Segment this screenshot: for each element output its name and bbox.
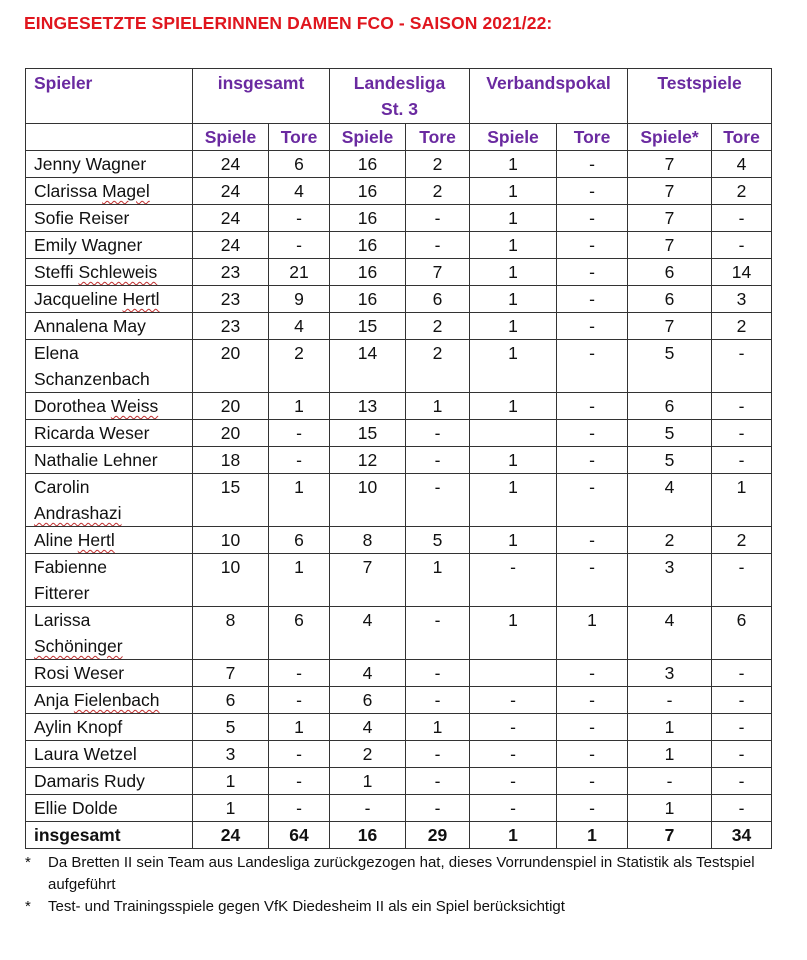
table-row — [26, 768, 772, 795]
stat-cell: 14 — [712, 259, 772, 286]
stat-cell: 5 — [406, 527, 470, 554]
stat-cell: 6 — [269, 527, 330, 554]
stat-cell: 16 — [330, 151, 406, 178]
stat-cell: - — [557, 205, 628, 232]
stat-cell: 24 — [193, 232, 269, 259]
stat-cell: - — [470, 795, 557, 822]
stat-cell: - — [406, 795, 470, 822]
stat-cell: - — [712, 393, 772, 420]
stat-cell: - — [557, 178, 628, 205]
header-row-groups — [26, 69, 772, 124]
header-empty — [26, 124, 193, 151]
stat-cell: 6 — [330, 687, 406, 714]
stat-cell: 1 — [269, 714, 330, 741]
stat-cell: 7 — [406, 259, 470, 286]
stat-cell: - — [406, 474, 470, 527]
stat-cell: 1 — [628, 741, 712, 768]
player-name: Aline Hertl — [26, 527, 193, 554]
stat-cell: 2 — [330, 741, 406, 768]
stat-cell: 1 — [470, 527, 557, 554]
stat-cell: 4 — [712, 151, 772, 178]
table-row — [26, 554, 772, 607]
table-row — [26, 607, 772, 660]
stat-cell: - — [269, 660, 330, 687]
footnotes — [25, 852, 785, 918]
player-name: Elena Schanzenbach — [26, 340, 193, 393]
stat-cell: 5 — [628, 340, 712, 393]
player-name: Dorothea Weiss — [26, 393, 193, 420]
player-name: Damaris Rudy — [26, 768, 193, 795]
stat-cell: 1 — [269, 474, 330, 527]
table-row — [26, 313, 772, 340]
stat-cell: 10 — [193, 554, 269, 607]
stat-cell: 3 — [193, 741, 269, 768]
table-row — [26, 151, 772, 178]
stat-cell: 8 — [330, 527, 406, 554]
total-cell: 16 — [330, 822, 406, 849]
stat-cell: - — [557, 768, 628, 795]
stat-cell: 1 — [557, 607, 628, 660]
player-name: Emily Wagner — [26, 232, 193, 259]
stat-cell: - — [557, 259, 628, 286]
total-label: insgesamt — [26, 822, 193, 849]
total-row — [26, 822, 772, 849]
stat-cell: 14 — [330, 340, 406, 393]
stat-cell: 16 — [330, 178, 406, 205]
header-player: Spieler — [26, 69, 193, 124]
player-name: Annalena May — [26, 313, 193, 340]
stat-cell: 7 — [330, 554, 406, 607]
header-group: Landesliga St. 3 — [330, 69, 470, 124]
stat-cell: 4 — [269, 178, 330, 205]
stat-cell: 4 — [330, 607, 406, 660]
player-name: Ricarda Weser — [26, 420, 193, 447]
stat-cell: 4 — [628, 607, 712, 660]
stat-cell: 10 — [330, 474, 406, 527]
stat-cell: 1 — [406, 393, 470, 420]
header-subcolumn: Tore — [557, 124, 628, 151]
stat-cell: 2 — [628, 527, 712, 554]
stat-cell: 1 — [193, 768, 269, 795]
player-name: Rosi Weser — [26, 660, 193, 687]
stat-cell: 9 — [269, 286, 330, 313]
header-subcolumn: Spiele — [470, 124, 557, 151]
stat-cell: 3 — [628, 660, 712, 687]
stat-cell: - — [712, 420, 772, 447]
stat-cell: 7 — [628, 178, 712, 205]
stat-cell: 15 — [193, 474, 269, 527]
player-name: Aylin Knopf — [26, 714, 193, 741]
total-cell: 1 — [557, 822, 628, 849]
stat-cell: - — [712, 447, 772, 474]
stat-cell: 1 — [269, 554, 330, 607]
table-row — [26, 286, 772, 313]
stat-cell: - — [557, 687, 628, 714]
stat-cell: 3 — [628, 554, 712, 607]
stat-cell: - — [269, 795, 330, 822]
stat-cell: - — [406, 741, 470, 768]
stat-cell: - — [712, 205, 772, 232]
stat-cell: - — [712, 232, 772, 259]
stat-cell: - — [557, 393, 628, 420]
stat-cell: 4 — [330, 714, 406, 741]
header-subcolumn: Tore — [712, 124, 772, 151]
stat-cell: 6 — [628, 286, 712, 313]
stat-cell: 16 — [330, 286, 406, 313]
footnote — [25, 896, 785, 918]
stat-cell: - — [406, 768, 470, 795]
stat-cell: 2 — [406, 313, 470, 340]
stat-cell: 6 — [712, 607, 772, 660]
stat-cell: 1 — [712, 474, 772, 527]
stat-cell: - — [330, 795, 406, 822]
stat-cell: 4 — [269, 313, 330, 340]
total-cell: 1 — [470, 822, 557, 849]
stat-cell: - — [470, 687, 557, 714]
stat-cell: 21 — [269, 259, 330, 286]
stat-cell: 24 — [193, 178, 269, 205]
stat-cell: 5 — [193, 714, 269, 741]
stat-cell: 6 — [406, 286, 470, 313]
footnote-marker: * — [25, 898, 31, 915]
stat-cell: 2 — [712, 178, 772, 205]
stat-cell — [470, 420, 557, 447]
stat-cell: 1 — [470, 447, 557, 474]
stat-cell: 1 — [406, 554, 470, 607]
stat-cell: - — [628, 768, 712, 795]
stat-cell: - — [712, 687, 772, 714]
stat-cell — [470, 660, 557, 687]
stat-cell: - — [406, 607, 470, 660]
header-group: Testspiele — [628, 69, 772, 124]
player-name: Laura Wetzel — [26, 741, 193, 768]
stat-cell: 1 — [470, 313, 557, 340]
table-row — [26, 527, 772, 554]
stat-cell: 6 — [628, 393, 712, 420]
stat-cell: 12 — [330, 447, 406, 474]
stat-cell: 6 — [628, 259, 712, 286]
stat-cell: - — [557, 660, 628, 687]
footnote-text: Da Bretten II sein Team aus Landesliga zurückgezogen hat, dieses Vorrundenspiel in Statistik als Testspiel aufgeführt — [48, 854, 755, 893]
stat-cell: 1 — [330, 768, 406, 795]
table-row — [26, 232, 772, 259]
stat-cell: 2 — [269, 340, 330, 393]
stat-cell: - — [470, 714, 557, 741]
stat-cell: 24 — [193, 151, 269, 178]
player-name: Clarissa Magel — [26, 178, 193, 205]
stat-cell: 4 — [628, 474, 712, 527]
stat-cell: - — [628, 687, 712, 714]
player-name: Anja Fielenbach — [26, 687, 193, 714]
stat-cell: - — [269, 741, 330, 768]
stat-cell: 23 — [193, 313, 269, 340]
total-cell: 29 — [406, 822, 470, 849]
stat-cell: - — [406, 205, 470, 232]
stat-cell: 7 — [628, 313, 712, 340]
table-row — [26, 741, 772, 768]
footnote — [25, 852, 785, 896]
footnote-marker: * — [25, 854, 31, 871]
header-subcolumn: Tore — [269, 124, 330, 151]
page-title: EINGESETZTE SPIELERINNEN DAMEN FCO - SAISON 2021/22: — [24, 13, 553, 33]
stat-cell: 1 — [628, 714, 712, 741]
stat-cell: - — [470, 554, 557, 607]
stat-cell: - — [557, 232, 628, 259]
stat-cell: - — [712, 741, 772, 768]
stat-cell: 7 — [193, 660, 269, 687]
stat-cell: - — [712, 768, 772, 795]
stat-cell: 1 — [470, 474, 557, 527]
stat-cell: 1 — [470, 340, 557, 393]
stat-cell: - — [406, 420, 470, 447]
stat-cell: - — [470, 768, 557, 795]
stat-cell: - — [557, 554, 628, 607]
table-row — [26, 687, 772, 714]
stat-cell: 13 — [330, 393, 406, 420]
stat-cell: 1 — [406, 714, 470, 741]
player-name: Fabienne Fitterer — [26, 554, 193, 607]
stat-cell: 6 — [193, 687, 269, 714]
player-name: Ellie Dolde — [26, 795, 193, 822]
stat-cell: 5 — [628, 420, 712, 447]
stat-cell: - — [557, 527, 628, 554]
stat-cell: 7 — [628, 232, 712, 259]
player-name: Steffi Schleweis — [26, 259, 193, 286]
stat-cell: - — [557, 286, 628, 313]
stat-cell: - — [557, 420, 628, 447]
stat-cell: 8 — [193, 607, 269, 660]
stat-cell: - — [557, 151, 628, 178]
total-cell: 34 — [712, 822, 772, 849]
stat-cell: - — [406, 232, 470, 259]
stat-cell: 23 — [193, 259, 269, 286]
stat-cell: 18 — [193, 447, 269, 474]
stat-cell: 1 — [269, 393, 330, 420]
header-subcolumn: Spiele — [330, 124, 406, 151]
stat-cell: 5 — [628, 447, 712, 474]
table-row — [26, 447, 772, 474]
stat-cell: - — [712, 340, 772, 393]
stat-cell: 1 — [470, 178, 557, 205]
header-row-sub — [26, 124, 772, 151]
table-row — [26, 178, 772, 205]
stat-cell: 1 — [193, 795, 269, 822]
stat-cell: 16 — [330, 259, 406, 286]
stat-cell: 7 — [628, 205, 712, 232]
stat-cell: 15 — [330, 420, 406, 447]
stat-cell: 15 — [330, 313, 406, 340]
stat-cell: - — [269, 687, 330, 714]
stat-cell: 2 — [406, 151, 470, 178]
stat-cell: - — [470, 741, 557, 768]
player-name: Carolin Andrashazi — [26, 474, 193, 527]
header-subcolumn: Spiele* — [628, 124, 712, 151]
stat-cell: 1 — [470, 232, 557, 259]
stat-cell: 1 — [470, 205, 557, 232]
header-group: Verbandspokal — [470, 69, 628, 124]
header-subcolumn: Spiele — [193, 124, 269, 151]
stat-cell: - — [269, 232, 330, 259]
stat-cell: 1 — [470, 607, 557, 660]
stat-cell: - — [557, 795, 628, 822]
stat-cell: 2 — [406, 340, 470, 393]
total-cell: 7 — [628, 822, 712, 849]
stat-cell: 1 — [470, 259, 557, 286]
player-name: Nathalie Lehner — [26, 447, 193, 474]
stat-cell: 16 — [330, 232, 406, 259]
footnote-text: Test- und Trainingsspiele gegen VfK Diedesheim II als ein Spiel berücksichtigt — [48, 898, 565, 915]
stat-cell: 20 — [193, 340, 269, 393]
player-name: Jenny Wagner — [26, 151, 193, 178]
stat-cell: - — [406, 447, 470, 474]
stat-cell: 2 — [712, 313, 772, 340]
table-row — [26, 795, 772, 822]
table-row — [26, 393, 772, 420]
stat-cell: 6 — [269, 151, 330, 178]
stat-cell: - — [406, 687, 470, 714]
stat-cell: 1 — [470, 151, 557, 178]
table-row — [26, 660, 772, 687]
stat-cell: - — [712, 795, 772, 822]
stat-cell: 20 — [193, 393, 269, 420]
stat-cell: - — [557, 340, 628, 393]
stat-cell: 24 — [193, 205, 269, 232]
stat-cell: 6 — [269, 607, 330, 660]
stat-cell: 1 — [628, 795, 712, 822]
stat-cell: - — [406, 660, 470, 687]
stat-cell: - — [557, 447, 628, 474]
stat-cell: 20 — [193, 420, 269, 447]
stat-cell: 4 — [330, 660, 406, 687]
table-row — [26, 420, 772, 447]
player-stats-table — [25, 68, 772, 849]
table-row — [26, 259, 772, 286]
stat-cell: - — [557, 474, 628, 527]
stat-cell: 2 — [712, 527, 772, 554]
total-cell: 64 — [269, 822, 330, 849]
stat-cell: - — [269, 420, 330, 447]
table-row — [26, 714, 772, 741]
stat-cell: 23 — [193, 286, 269, 313]
stat-cell: 1 — [470, 393, 557, 420]
stat-cell: - — [712, 554, 772, 607]
stat-cell: - — [712, 714, 772, 741]
table-row — [26, 205, 772, 232]
stat-cell: 16 — [330, 205, 406, 232]
stat-cell: 3 — [712, 286, 772, 313]
header-subcolumn: Tore — [406, 124, 470, 151]
stat-cell: - — [712, 660, 772, 687]
player-name: Jacqueline Hertl — [26, 286, 193, 313]
table-row — [26, 474, 772, 527]
stat-cell: - — [557, 741, 628, 768]
stat-cell: 7 — [628, 151, 712, 178]
total-cell: 24 — [193, 822, 269, 849]
stat-cell: 10 — [193, 527, 269, 554]
player-name: Sofie Reiser — [26, 205, 193, 232]
stat-cell: - — [269, 205, 330, 232]
stat-cell: 2 — [406, 178, 470, 205]
player-name: Larissa Schöninger — [26, 607, 193, 660]
header-group: insgesamt — [193, 69, 330, 124]
stat-cell: - — [269, 447, 330, 474]
stat-cell: - — [557, 714, 628, 741]
stat-cell: 1 — [470, 286, 557, 313]
stat-cell: - — [557, 313, 628, 340]
stat-cell: - — [269, 768, 330, 795]
table-row — [26, 340, 772, 393]
